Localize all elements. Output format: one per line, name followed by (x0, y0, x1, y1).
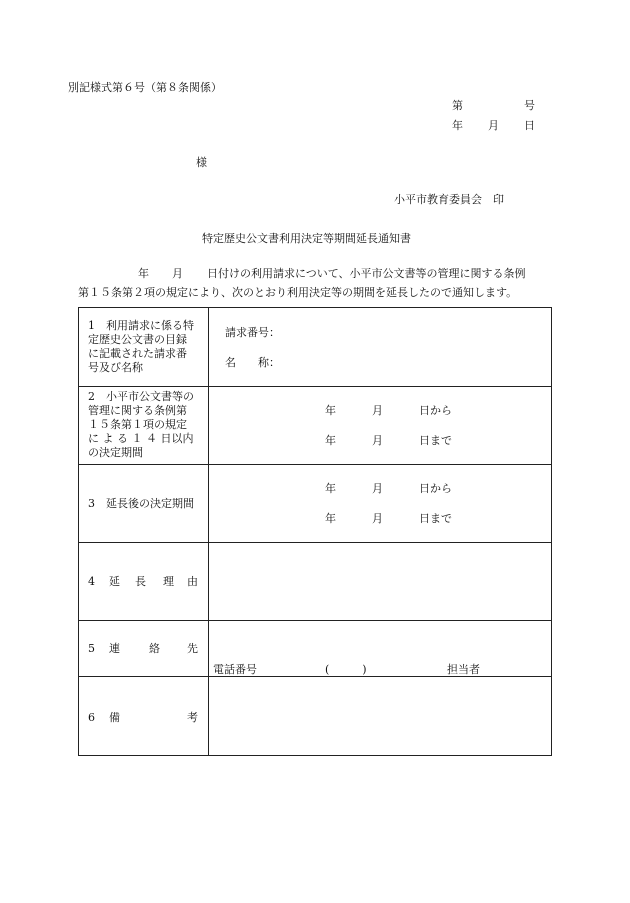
person-in-charge-label: 担当者 (447, 663, 480, 676)
issuer: 小平市教育委員会 印 (394, 193, 504, 206)
request-name-label: 名 称： (225, 356, 280, 369)
row2-until-text: 日まで (419, 434, 452, 447)
row1-label-line-4: 号及び名称 (88, 361, 143, 374)
row2-from-year: 年 (325, 404, 336, 417)
form-table (78, 307, 552, 756)
row-request-info (79, 308, 551, 386)
row2-until-month: 月 (372, 434, 383, 447)
date-month: 月 (488, 119, 499, 132)
row4-label-number: 4 (88, 575, 95, 588)
doc-number-suffix: 号 (524, 99, 535, 112)
doc-number-prefix: 第 (452, 99, 463, 112)
row5-label-number: 5 (88, 642, 95, 655)
row3-from-year: 年 (325, 482, 336, 495)
row2-label-line-3: １５条第１項の規定 (88, 418, 187, 431)
row6-label-char-1: 備 (109, 711, 120, 724)
row4-label-char-1: 延 (109, 575, 120, 588)
request-number-label: 請求番号： (225, 326, 280, 339)
row3-until-month: 月 (372, 512, 383, 525)
row2-from-text: 日から (419, 404, 452, 417)
row4-label-char-2: 長 (135, 575, 146, 588)
body-month: 月 (172, 267, 183, 280)
row4-label-char-3: 理 (163, 575, 174, 588)
row6-label-number: 6 (88, 711, 95, 724)
date-year: 年 (452, 119, 463, 132)
row4-label-char-4: 由 (187, 575, 198, 588)
date-day: 日 (524, 119, 535, 132)
addressee-suffix: 様 (196, 156, 207, 169)
row2-label-line-4: に よ る １ ４ 日以内 (88, 432, 194, 445)
body-line-1: 日付けの利用請求について、小平市公文書等の管理に関する条例 (207, 267, 526, 280)
form-number: 別記様式第６号（第８条関係） (68, 81, 222, 94)
row3-from-month: 月 (372, 482, 383, 495)
row5-label-char-2: 絡 (149, 642, 160, 655)
row-extended-period (79, 464, 551, 542)
document-title: 特定歴史公文書利用決定等期間延長通知書 (202, 232, 411, 245)
row3-from-text: 日から (419, 482, 452, 495)
row5-label-char-3: 先 (187, 642, 198, 655)
row-contact (79, 620, 551, 676)
row-original-period (79, 386, 551, 464)
row5-label-char-1: 連 (109, 642, 120, 655)
row2-from-month: 月 (372, 404, 383, 417)
row1-label-line-2: 定歴史公文書の目録 (88, 333, 187, 346)
row-remarks (79, 676, 551, 755)
row2-label-line-5: の決定期間 (88, 446, 143, 459)
row2-until-year: 年 (325, 434, 336, 447)
phone-parentheses: ( ) (325, 663, 367, 676)
row1-label-line-1: 1 利用請求に係る特 (88, 319, 194, 332)
row6-label-char-2: 考 (187, 711, 198, 724)
row3-label: 3 延長後の決定期間 (88, 497, 194, 510)
row3-until-text: 日まで (419, 512, 452, 525)
row2-label-line-1: 2 小平市公文書等の (88, 390, 194, 403)
row3-until-year: 年 (325, 512, 336, 525)
body-year: 年 (138, 267, 149, 280)
row-extension-reason (79, 542, 551, 620)
phone-label: 電話番号 (213, 663, 257, 676)
body-line-2: 第１５条第２項の規定により、次のとおり利用決定等の期間を延長したので通知します。 (78, 286, 518, 299)
row2-label-line-2: 管理に関する条例第 (88, 404, 187, 417)
row1-label-line-3: に記載された請求番 (88, 347, 187, 360)
